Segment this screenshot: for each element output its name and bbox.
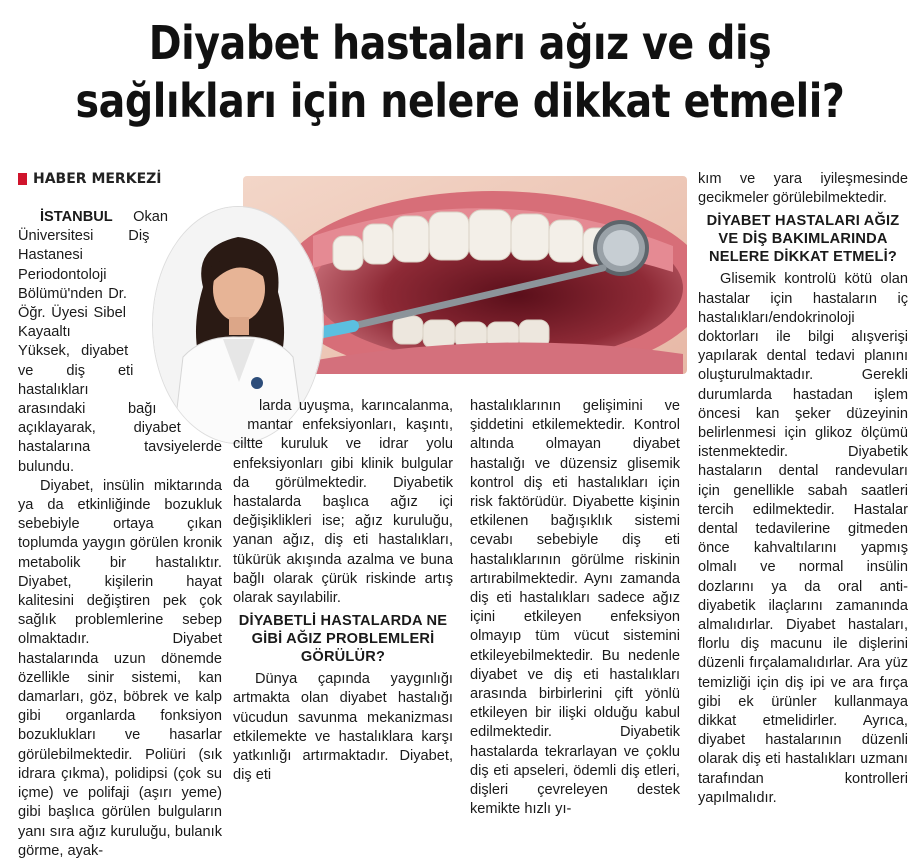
paragraph: Diyabet, insülin miktarında ya da etkinliğinde bozukluk sebebiyle ortaya çıkan toplumda yaygın görülen kronik metabolik bir hastalıktır. Diyabet, kişilerin hayat kalitesini değiştiren pek çok sağlık problemlerine sebep olmaktadır. Diyabet hastalarında uzun dönemde özellikle sinir sistemi, kan damarları, göz, böbrek ve kalp gibi organlarda fonksiyon bozuklukları ve hasarlar görülebilmektedir. Poliüri (sık idrara çıkma), polidipsi (çok su içme) ve polifaji (aşırı yeme) gibi başlıca görülen bulguların yanı sıra ağız kuruluğu, bulanık görme, ayak- bbox=[18, 477, 222, 859]
paragraph: larda uyuşma, karıncalanma, mantar enfeksiyonları, kaşıntı, ciltte kuruluk ve idrar yolu enfeksiyonları gibi klinik bulgular da görülmektedir. Diyabetik hastalarda başlıca ağız içi değişiklikleri ise; ağız kuruluğu, yanan ağız, diş eti hastalıkları, tükürük akışında azalma ve buna bağlı olarak çürük riskinde artış olarak sayılabilir. bbox=[233, 398, 453, 607]
headline-line-2: sağlıkları için nelere dikkat etmeli? bbox=[75, 74, 845, 128]
paragraph: Dünya çapında yaygınlığı artmakta olan diyabet hastalığı vücudun savunma mekanizması etkilemekte ve hastalıklara karşı yatkınlığı artırmaktadır. Diyabet, diş eti bbox=[233, 671, 453, 784]
lead-text: Okan Üniversitesi Diş Hastanesi Periodontoloji Bölümü'nden Dr. Öğr. Üyesi Sibel Kayaaltı Yüksek, diyabet ve diş eti hastalıkları arasındaki bağı açıklayarak, diyabet hastalarına tavsiyelerde bulundu. bbox=[18, 209, 222, 475]
paragraph: Glisemik kontrolü kötü olan hastalar için hastaların iç hastalıkları/endokrinoloji doktorları ile bilgi alışverişi yapılarak dental tedavi planını oluşturulmaktadır. Gerekli durumlarda hastadan işlem öncesi kan şeker düzeyinin belirlenmesi için glikoz ölçümü istenmektedir. Diyabetik hastaların dental randevuları için genellikle sabah saatleri tercih edilmektedir. Hastalar dental tedavilerine gitmeden önce kahvaltılarını yapmış olmalı ve normal insülin dozlarını ya da oral anti-diyabetik ilaçlarını zamanında almalıdırlar. Diyabet hastaları, florlu diş macunu ile dişlerini düzenli fırçalamalıdırlar. Ara yüz temizliği için diş ipi ve ara fırça gibi ek ürünler kullanmaya dikkat etmelidirler. Ayrıca, diyabet hastalarının düzenli olarak diş eti hastalıkları uzmanı tarafından kontrolleri yapılmalıdır. bbox=[698, 271, 908, 806]
byline-marker-icon bbox=[18, 173, 27, 185]
paragraph: hastalıklarının gelişimini ve şiddetini etkilemektedir. Kontrol altında olmayan diyabet hastalığı ve düzensiz glisemik kontrol diş eti hastalıkları için risk faktörüdür. Diyabette kişinin etkilenen bağışıklık sistemi cevabı sebebiyle diş eti hastalıklarının görülme riskinin artırabilmektedir. Aynı zamanda diş eti hastalıkları sadece ağız içini etkileyen enfeksiyon olmayıp tüm vücut sistemini etkileyebilmektedir. Bu nedenle diyabet ve diş eti hastalıkları arasında birbirlerini çift yönlü etkileyen bir ilişki olduğu kabul edilmektedir. Diyabetik hastalarda tekrarlayan ve çoklu diş eti apseleri, ödemli diş etleri, dişleri çevreleyen destek kemikte hızlı yı- bbox=[470, 398, 680, 818]
byline bbox=[18, 171, 162, 187]
headline bbox=[64, 14, 855, 130]
lead-city: İSTANBUL bbox=[40, 209, 113, 225]
subheading: DİYABETLİ HASTALARDA NE GİBİ AĞIZ PROBLEMLERİ GÖRÜLÜR? bbox=[238, 613, 448, 666]
article-column-2 bbox=[233, 397, 453, 785]
subheading: DİYABET HASTALARI AĞIZ VE DİŞ BAKIMLARINDA NELERE DİKKAT ETMELİ? bbox=[706, 213, 900, 266]
article-column-3 bbox=[470, 397, 680, 819]
article-column-1 bbox=[18, 208, 222, 861]
article-column-4 bbox=[698, 170, 908, 808]
paragraph: kım ve yara iyileşmesinde gecikmeler görülebilmektedir. bbox=[698, 171, 908, 207]
headline-line-1: Diyabet hastaları ağız ve diş bbox=[148, 16, 772, 70]
byline-text: HABER MERKEZİ bbox=[33, 171, 162, 187]
